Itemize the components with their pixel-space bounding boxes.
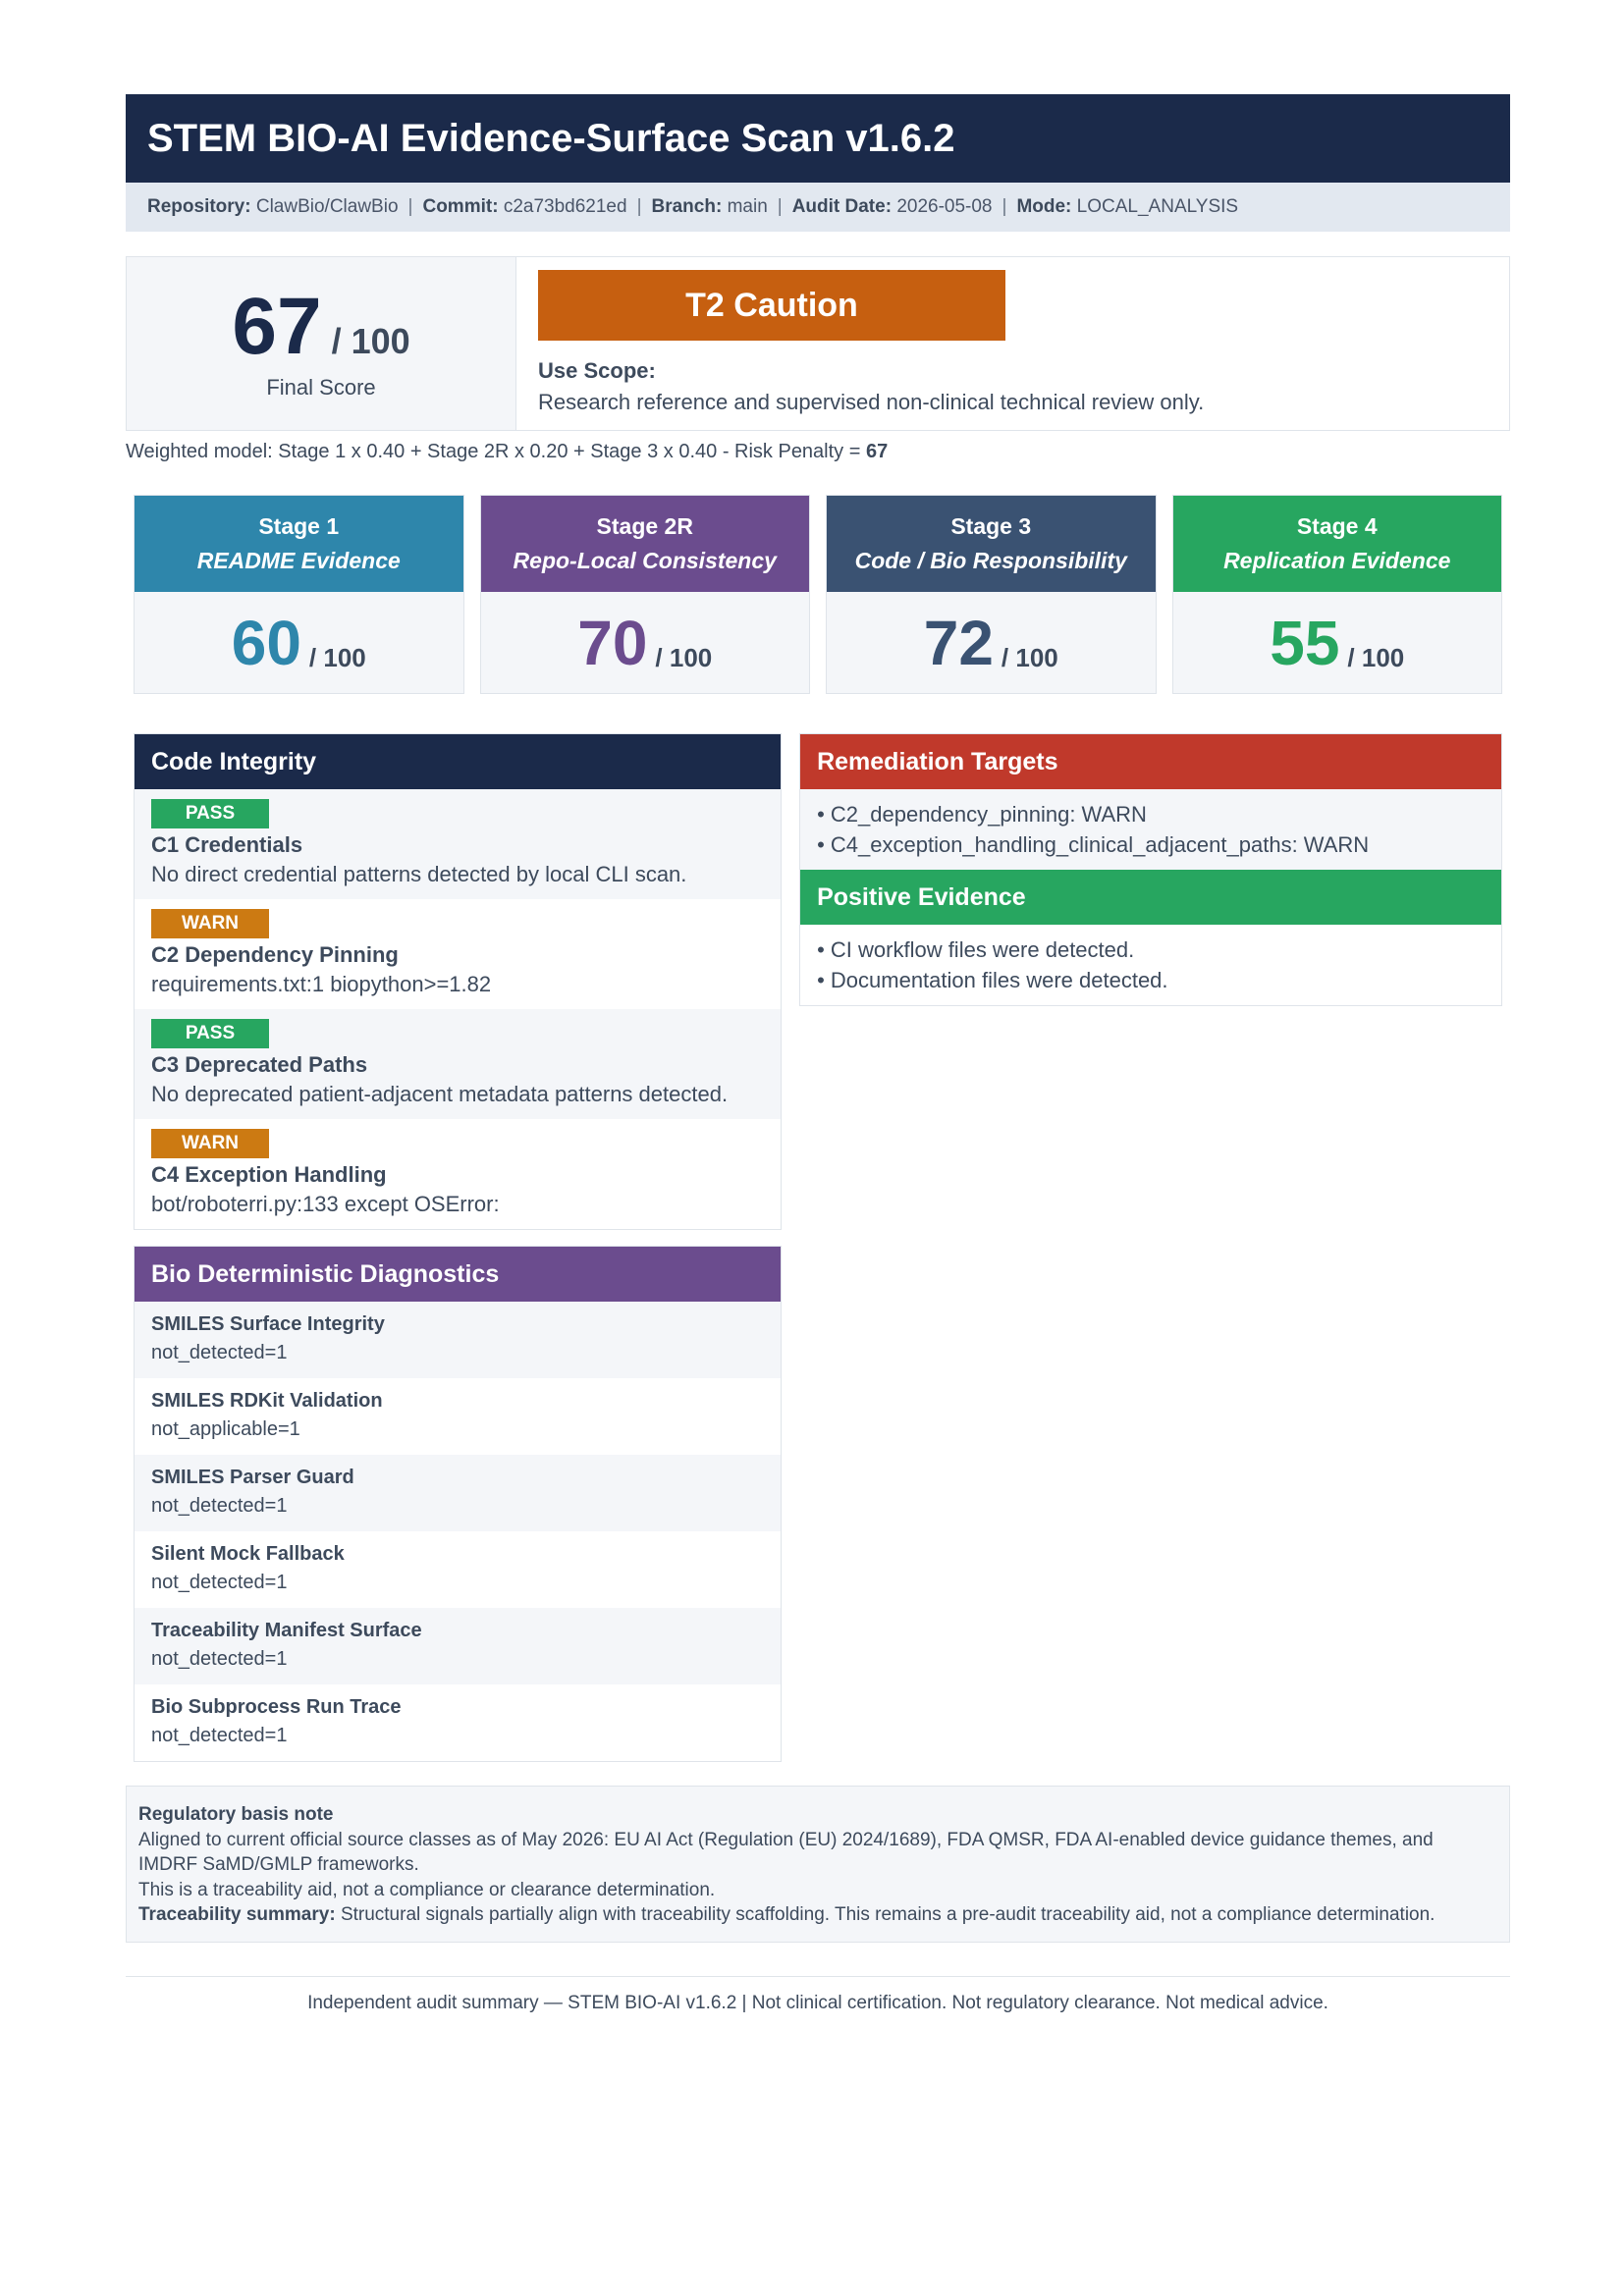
stage-score-out-of: / 100 — [1001, 643, 1058, 672]
tier-panel — [516, 257, 1509, 430]
list-item: • C4_exception_handling_clinical_adjacent_paths: WARN — [817, 832, 1370, 857]
check-row — [135, 899, 781, 1009]
diagnostic-detail: not_detected=1 — [151, 1572, 288, 1593]
meta-value-commit: c2a73bd621ed — [503, 196, 627, 217]
stage-subtitle: Repo-Local Consistency — [513, 548, 777, 573]
status-badge: WARN — [151, 1129, 269, 1158]
list-item: • CI workflow files were detected. — [817, 937, 1135, 962]
list-item: • C2_dependency_pinning: WARN — [817, 802, 1147, 827]
meta-separator: | — [1001, 196, 1007, 217]
diagnostic-row — [135, 1302, 781, 1378]
final-score-card — [126, 256, 1510, 431]
stage-card-header — [135, 496, 463, 592]
check-detail: bot/roboterri.py:133 except OSError: — [151, 1192, 500, 1216]
check-title: C4 Exception Handling — [151, 1162, 387, 1187]
stage-scores — [126, 495, 1510, 694]
stage-card-header — [1173, 496, 1502, 592]
stage-score-out-of: / 100 — [1347, 643, 1405, 672]
stage-score-area — [135, 592, 463, 693]
detail-columns — [126, 733, 1510, 1762]
stage-card-header — [827, 496, 1156, 592]
diagnostic-detail: not_detected=1 — [151, 1648, 288, 1670]
regulatory-line: This is a traceability aid, not a compliance or clearance determination. — [138, 1879, 716, 1900]
report-title: STEM BIO-AI Evidence-Surface Scan v1.6.2 — [126, 94, 1510, 183]
regulatory-line: Aligned to current official source classes as of May 2026: EU AI Act (Regulation (EU) 2024/1689), FDA QMSR, FDA AI-enabled device guidance themes, and IMDRF SaMD/GMLP frameworks. — [138, 1829, 1434, 1875]
diagnostic-title: Bio Subprocess Run Trace — [151, 1696, 402, 1718]
diagnostic-title: Traceability Manifest Surface — [151, 1620, 422, 1641]
meta-value-repository: ClawBio/ClawBio — [255, 196, 399, 217]
meta-label-repository: Repository: — [147, 196, 251, 217]
meta-value-audit-date: 2026-05-08 — [896, 196, 993, 217]
metadata-bar — [126, 183, 1510, 232]
traceability-summary — [138, 1902, 1497, 1928]
stage-name: Stage 4 — [1296, 513, 1378, 539]
use-scope-label: Use Scope: — [538, 358, 656, 383]
stage-score-area — [481, 592, 810, 693]
check-row — [135, 1009, 781, 1119]
meta-label-audit-date: Audit Date: — [791, 196, 893, 217]
bio-diagnostics-panel — [134, 1246, 782, 1762]
status-badge: PASS — [151, 799, 269, 828]
code-integrity-header: Code Integrity — [135, 734, 781, 789]
final-score-out-of: / 100 — [331, 321, 410, 361]
meta-label-branch: Branch: — [651, 196, 723, 217]
meta-value-branch: main — [727, 196, 768, 217]
diagnostic-row — [135, 1378, 781, 1455]
right-column — [799, 733, 1502, 1006]
check-title: C2 Dependency Pinning — [151, 942, 399, 967]
stage-subtitle: Replication Evidence — [1223, 548, 1451, 573]
list-item: • Documentation files were detected. — [817, 968, 1168, 992]
diagnostic-detail: not_detected=1 — [151, 1725, 288, 1746]
meta-label-commit: Commit: — [422, 196, 499, 217]
diagnostic-title: Silent Mock Fallback — [151, 1543, 345, 1565]
tier-badge: T2 Caution — [538, 270, 1005, 341]
stage-score-value: 70 — [577, 607, 648, 678]
positive-evidence-list — [800, 925, 1501, 1005]
stage-score-area — [827, 592, 1156, 693]
meta-separator: | — [636, 196, 642, 217]
status-badge: WARN — [151, 909, 269, 938]
code-integrity-panel — [134, 733, 782, 1230]
check-detail: requirements.txt:1 biopython>=1.82 — [151, 972, 492, 996]
stage-subtitle: README Evidence — [196, 548, 401, 573]
stage-name: Stage 3 — [950, 513, 1032, 539]
remediation-header: Remediation Targets — [800, 734, 1501, 789]
diagnostic-row — [135, 1608, 781, 1684]
report-page — [126, 94, 1510, 2014]
meta-separator: | — [407, 196, 413, 217]
stage-score-value: 55 — [1270, 607, 1340, 678]
check-title: C1 Credentials — [151, 832, 303, 857]
final-score-panel — [127, 257, 516, 430]
regulatory-note — [126, 1786, 1510, 1943]
stage-card-header — [481, 496, 810, 592]
meta-value-mode: LOCAL_ANALYSIS — [1076, 196, 1239, 217]
stage-score-area — [1173, 592, 1502, 693]
diagnostic-detail: not_detected=1 — [151, 1342, 288, 1363]
traceability-summary-label: Traceability summary: — [138, 1904, 336, 1925]
bio-diagnostics-header: Bio Deterministic Diagnostics — [135, 1247, 781, 1302]
meta-separator: | — [777, 196, 783, 217]
final-score-value: 67 — [232, 282, 322, 371]
diagnostic-row — [135, 1684, 781, 1761]
check-detail: No deprecated patient-adjacent metadata patterns detected. — [151, 1082, 729, 1106]
meta-label-mode: Mode: — [1016, 196, 1072, 217]
diagnostic-title: SMILES Surface Integrity — [151, 1313, 385, 1335]
diagnostic-detail: not_applicable=1 — [151, 1418, 300, 1440]
weighted-model-text: Weighted model: Stage 1 x 0.40 + Stage 2R x 0.20 + Stage 3 x 0.40 - Risk Penalty = — [126, 441, 866, 462]
stage-card — [134, 495, 464, 694]
regulatory-heading: Regulatory basis note — [138, 1804, 334, 1825]
diagnostic-row — [135, 1455, 781, 1531]
status-badge: PASS — [151, 1019, 269, 1048]
stage-score-out-of: / 100 — [308, 643, 366, 672]
stage-card — [1172, 495, 1503, 694]
diagnostic-detail: not_detected=1 — [151, 1495, 288, 1517]
use-scope-text: Research reference and supervised non-clinical technical review only. — [538, 390, 1205, 414]
traceability-summary-text: Structural signals partially align with traceability scaffolding. This remains a pre-audit traceability aid, not a compliance determination. — [340, 1904, 1435, 1925]
stage-subtitle: Code / Bio Responsibility — [854, 548, 1127, 573]
stage-score-value: 72 — [923, 607, 994, 678]
remediation-list — [800, 789, 1501, 870]
check-row — [135, 1119, 781, 1229]
diagnostic-row — [135, 1531, 781, 1608]
stage-name: Stage 2R — [596, 513, 693, 539]
diagnostic-title: SMILES Parser Guard — [151, 1467, 354, 1488]
final-score-label: Final Score — [266, 375, 376, 400]
stage-score-out-of: / 100 — [655, 643, 713, 672]
check-detail: No direct credential patterns detected by local CLI scan. — [151, 862, 687, 886]
weighted-model-result: 67 — [865, 441, 889, 462]
diagnostic-title: SMILES RDKit Validation — [151, 1390, 383, 1412]
page-footer: Independent audit summary — STEM BIO-AI v1.6.2 | Not clinical certification. Not regulatory clearance. Not medical advice. — [126, 1976, 1510, 2014]
remediation-panel — [799, 733, 1502, 1006]
check-row — [135, 789, 781, 899]
stage-score-value: 60 — [231, 607, 301, 678]
weighted-model-line — [126, 441, 1510, 463]
positive-evidence-header: Positive Evidence — [800, 870, 1501, 925]
stage-name: Stage 1 — [258, 513, 340, 539]
stage-card — [480, 495, 811, 694]
stage-card — [826, 495, 1157, 694]
check-title: C3 Deprecated Paths — [151, 1052, 368, 1077]
left-column — [134, 733, 782, 1762]
